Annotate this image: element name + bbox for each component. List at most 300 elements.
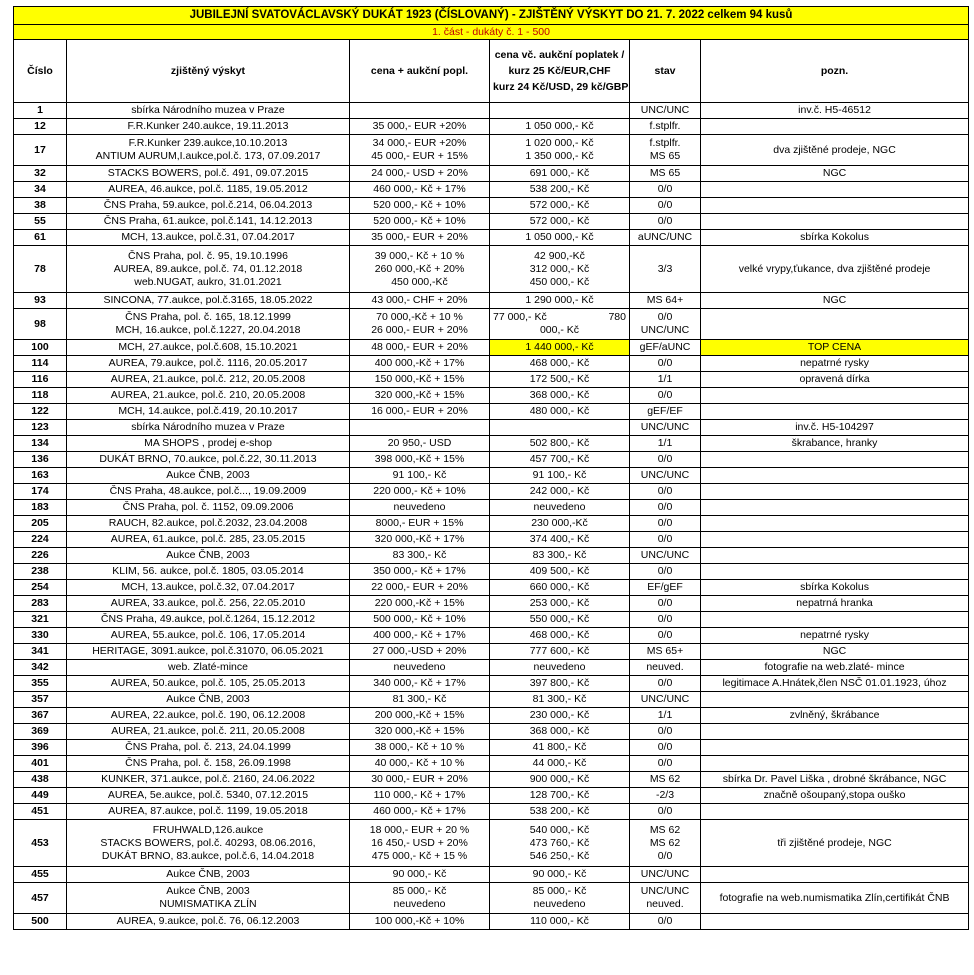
cell-pozn (701, 692, 969, 708)
table-row (14, 436, 969, 452)
cell-cislo: 61 (14, 230, 67, 246)
cell-cislo: 134 (14, 436, 67, 452)
cell-vyskyt-line: FRUHWALD,126.aukce (152, 823, 264, 836)
cell-cena-line (353, 421, 486, 434)
cell-stav-line: 0/0 (657, 199, 673, 211)
cell-pozn (701, 548, 969, 564)
cell-cislo: 238 (14, 564, 67, 580)
table-row (14, 230, 969, 246)
cell-vyskyt-line: F.R.Kunker 240.aukce, 19.11.2013 (127, 120, 289, 132)
cell-vyskyt (67, 182, 350, 198)
cell-kc-line (493, 104, 626, 117)
cell-vyskyt (67, 404, 350, 420)
cell-stav-line: 0/0 (657, 453, 673, 465)
cell-vyskyt (67, 452, 350, 468)
cell-kc-line: neuvedeno (533, 501, 586, 513)
cell-kc-line: 312 000,- Kč (529, 262, 590, 275)
cell-pozn: TOP CENA (701, 340, 969, 356)
cell-cena-line: 45 000,- EUR + 15% (371, 150, 468, 162)
cell-vyskyt-line: AUREA, 21.aukce, pol.č. 211, 20.05.2008 (111, 725, 305, 737)
cell-cislo: 283 (14, 596, 67, 612)
cell-pozn: sbírka Kokolus (701, 580, 969, 596)
cell-cislo: 453 (14, 820, 67, 867)
cell-vyskyt-line: AUREA, 9.aukce, pol.č. 76, 06.12.2003 (116, 915, 300, 927)
cell-vyskyt-line: AUREA, 89.aukce, pol.č. 74, 01.12.2018 (113, 262, 303, 275)
table-row (14, 740, 969, 756)
cell-vyskyt (67, 756, 350, 772)
cell-pozn (701, 452, 969, 468)
cell-cislo: 355 (14, 676, 67, 692)
cell-vyskyt (67, 388, 350, 404)
table-row (14, 820, 969, 867)
cell-kc-line (493, 421, 626, 434)
cell-pozn (701, 388, 969, 404)
cell-vyskyt-line: ANTIUM AURUM,I.aukce,pol.č. 173, 07.09.2017 (95, 150, 321, 162)
cell-stav (630, 660, 701, 676)
cell-kc (490, 628, 630, 644)
cell-cena-line: 16 000,- EUR + 20% (371, 405, 468, 417)
header-cena-kurz-line3: kurz 24 Kč/USD, 29 kč/GBP (493, 81, 629, 93)
cell-kc-line: 457 700,- Kč (529, 453, 590, 465)
cell-cena-line: 8000,- EUR + 15% (375, 517, 464, 529)
header-cena-kurz (490, 40, 630, 103)
cell-kc-line: 480 000,- Kč (529, 405, 590, 417)
cell-cena (350, 772, 490, 788)
cell-vyskyt (67, 708, 350, 724)
table-row (14, 103, 969, 119)
cell-vyskyt-line: AUREA, 33.aukce, pol.č. 256, 22.05.2010 (110, 597, 306, 609)
table-row (14, 914, 969, 930)
cell-cena (350, 340, 490, 356)
cell-vyskyt-line: Aukce ČNB, 2003 (166, 469, 250, 481)
cell-cena (350, 660, 490, 676)
cell-cena-line: 150 000,-Kč + 15% (374, 373, 465, 385)
cell-stav-line: 0/0 (657, 517, 673, 529)
cell-cislo: 449 (14, 788, 67, 804)
cell-vyskyt-line: STACKS BOWERS, pol.č. 491, 09.07.2015 (107, 167, 309, 179)
cell-kc-line: 85 000,- Kč (532, 885, 587, 897)
cell-vyskyt-line: Aukce ČNB, 2003 (166, 549, 250, 561)
cell-kc (490, 103, 630, 119)
header-stav: stav (630, 40, 701, 103)
cell-vyskyt (67, 548, 350, 564)
cell-kc (490, 340, 630, 356)
cell-vyskyt (67, 772, 350, 788)
cell-vyskyt-line: AUREA, 5e.aukce, pol.č. 5340, 07.12.2015 (107, 789, 309, 801)
cell-cena-line: 26 000,- EUR + 20% (371, 324, 468, 336)
cell-vyskyt-line: AUREA, 46.aukce, pol.č. 1185, 19.05.2012 (108, 183, 308, 195)
cell-vyskyt (67, 532, 350, 548)
cell-kc-line: 540 000,- Kč (529, 823, 590, 836)
cell-pozn: tři zjištěné prodeje, NGC (701, 820, 969, 867)
cell-stav-line: gEF/aUNC (639, 341, 691, 353)
cell-vyskyt (67, 198, 350, 214)
cell-vyskyt (67, 309, 350, 340)
cell-cislo: 455 (14, 867, 67, 883)
cell-cena (350, 404, 490, 420)
cell-kc (490, 309, 630, 340)
table-row (14, 166, 969, 182)
cell-vyskyt (67, 724, 350, 740)
cell-stav (630, 166, 701, 182)
cell-kc (490, 820, 630, 867)
cell-kc (490, 372, 630, 388)
cell-stav (630, 420, 701, 436)
cell-pozn (701, 532, 969, 548)
cell-kc (490, 246, 630, 293)
cell-stav-line: 0/0 (657, 183, 673, 195)
header-row (14, 40, 969, 103)
cell-stav-line: neuved. (646, 661, 684, 673)
cell-vyskyt-line: ČNS Praha, 61.aukce, pol.č.141, 14.12.2013 (103, 215, 313, 227)
cell-cena-line: 20 950,- USD (387, 437, 452, 449)
cell-cislo: 78 (14, 246, 67, 293)
cell-vyskyt (67, 580, 350, 596)
cell-stav-line: 0/0 (657, 741, 673, 753)
cell-cena (350, 500, 490, 516)
cell-vyskyt (67, 166, 350, 182)
cell-cena-line: 16 450,- USD + 20% (371, 836, 468, 849)
header-cena-kurz-line1: cena vč. aukční poplatek / (494, 49, 625, 61)
cell-vyskyt-line: AUREA, 22.aukce, pol.č. 190, 06.12.2008 (110, 709, 306, 721)
cell-stav-line: 0/0 (657, 389, 673, 401)
cell-pozn: nepatrné rysky (701, 356, 969, 372)
cell-pozn: fotografie na web.zlaté- mince (701, 660, 969, 676)
cell-cena-line: 35 000,- EUR + 20% (371, 231, 468, 243)
cell-stav (630, 103, 701, 119)
cell-kc (490, 644, 630, 660)
cell-kc (490, 404, 630, 420)
cell-vyskyt (67, 644, 350, 660)
cell-stav (630, 246, 701, 293)
cell-cena (350, 564, 490, 580)
cell-cislo: 100 (14, 340, 67, 356)
cell-cislo: 55 (14, 214, 67, 230)
cell-cislo: 369 (14, 724, 67, 740)
cell-stav-line: 0/0 (657, 805, 673, 817)
cell-vyskyt-line: DUKÁT BRNO, 83.aukce, pol.č.6, 14.04.2018 (101, 849, 315, 862)
cell-vyskyt (67, 500, 350, 516)
cell-cena (350, 724, 490, 740)
cell-kc-line: 1 020 000,- Kč (525, 137, 594, 149)
cell-cena (350, 246, 490, 293)
cell-kc (490, 230, 630, 246)
cell-kc-line: 1 050 000,- Kč (525, 231, 594, 243)
cell-cena-line (353, 104, 486, 117)
cell-cena (350, 166, 490, 182)
cell-stav (630, 452, 701, 468)
cell-cena-line: 70 000,-Kč + 10 % (376, 311, 463, 323)
cell-kc-line: 44 000,- Kč (532, 757, 587, 769)
cell-cislo: 457 (14, 883, 67, 914)
cell-cena (350, 119, 490, 135)
cell-stav-line: 0/0 (657, 613, 673, 625)
cell-kc-line: 374 400,- Kč (529, 533, 590, 545)
table-row (14, 500, 969, 516)
cell-kc-line: 473 760,- Kč (529, 836, 590, 849)
cell-cislo: 321 (14, 612, 67, 628)
cell-cena-line: 24 000,- USD + 20% (371, 167, 468, 179)
cell-cislo: 396 (14, 740, 67, 756)
cell-cena-line: 85 000,- Kč (392, 885, 447, 897)
cell-vyskyt (67, 468, 350, 484)
cell-cena (350, 309, 490, 340)
cell-cena-line: 460 000,- Kč + 17% (373, 183, 466, 195)
cell-cena (350, 214, 490, 230)
cell-vyskyt (67, 103, 350, 119)
cell-stav (630, 883, 701, 914)
cell-pozn (701, 404, 969, 420)
cell-stav-line: 1/1 (657, 437, 673, 449)
cell-vyskyt-line: F.R.Kunker 239.aukce,10.10.2013 (128, 137, 288, 149)
cell-stav-line: MS 62 (649, 773, 681, 785)
title-row (14, 7, 969, 25)
cell-vyskyt (67, 596, 350, 612)
cell-cislo: 136 (14, 452, 67, 468)
cell-cislo: 93 (14, 293, 67, 309)
cell-cena-line: 520 000,- Kč + 10% (373, 215, 466, 227)
cell-vyskyt-line: AUREA, 21.aukce, pol.č. 210, 20.05.2008 (110, 389, 306, 401)
cell-cislo: 98 (14, 309, 67, 340)
cell-cislo: 226 (14, 548, 67, 564)
cell-vyskyt (67, 372, 350, 388)
cell-stav-line: UNC/UNC (640, 549, 690, 561)
table-row (14, 404, 969, 420)
cell-vyskyt (67, 484, 350, 500)
cell-pozn (701, 182, 969, 198)
cell-stav-line: 0/0 (657, 757, 673, 769)
table-row (14, 135, 969, 166)
cell-vyskyt-line: web. Zlaté-mince (168, 661, 248, 673)
cell-cena (350, 182, 490, 198)
table-row (14, 676, 969, 692)
cell-stav-line: neuved. (646, 898, 684, 910)
cell-stav (630, 500, 701, 516)
cell-stav (630, 708, 701, 724)
cell-cena (350, 756, 490, 772)
cell-cena-line: 320 000,-Kč + 15% (374, 389, 465, 401)
cell-vyskyt (67, 436, 350, 452)
cell-stav (630, 612, 701, 628)
cell-stav-line: 0/0 (657, 501, 673, 513)
table-row (14, 532, 969, 548)
cell-cena-line: 48 000,- EUR + 20% (371, 341, 468, 353)
cell-pozn (701, 119, 969, 135)
cell-vyskyt-line: Aukce ČNB, 2003 (166, 885, 250, 897)
cell-pozn: dva zjištěné prodeje, NGC (701, 135, 969, 166)
cell-stav-line: 3/3 (657, 262, 673, 275)
cell-cena (350, 516, 490, 532)
table-row (14, 692, 969, 708)
cell-cislo: 114 (14, 356, 67, 372)
cell-vyskyt-line: ČNS Praha, 59.aukce, pol.č.214, 06.04.2013 (103, 199, 313, 211)
header-cena: cena + aukční popl. (350, 40, 490, 103)
cell-cena (350, 484, 490, 500)
cell-vyskyt (67, 230, 350, 246)
cell-vyskyt-line: AUREA, 55.aukce, pol.č. 106, 17.05.2014 (110, 629, 306, 641)
cell-cena-line: 91 100,- Kč (392, 469, 447, 481)
cell-pozn: NGC (701, 293, 969, 309)
cell-pozn (701, 756, 969, 772)
cell-pozn (701, 468, 969, 484)
cell-cislo: 12 (14, 119, 67, 135)
table-title: JUBILEJNÍ SVATOVÁCLAVSKÝ DUKÁT 1923 (ČÍSLOVANÝ) - ZJIŠTĚNÝ VÝSKYT DO 21. 7. 2022 celkem 94 kusů (14, 7, 969, 25)
cell-kc-line: neuvedeno (533, 661, 586, 673)
cell-kc-line: 90 000,- Kč (532, 868, 587, 880)
cell-stav (630, 820, 701, 867)
cell-stav (630, 580, 701, 596)
table-row (14, 214, 969, 230)
cell-kc-split (493, 311, 626, 324)
cell-pozn (701, 740, 969, 756)
cell-vyskyt (67, 119, 350, 135)
table-row (14, 198, 969, 214)
cell-kc-line: 538 200,- Kč (529, 805, 590, 817)
cell-stav-line: MS 62 (649, 823, 681, 836)
cell-kc-line: 550 000,- Kč (529, 613, 590, 625)
cell-vyskyt-line: MCH, 14.aukce, pol.č.419, 20.10.2017 (118, 405, 298, 417)
cell-pozn: NGC (701, 166, 969, 182)
cell-pozn (701, 516, 969, 532)
table-row (14, 772, 969, 788)
cell-kc (490, 436, 630, 452)
cell-kc-line: 1 440 000,- Kč (525, 341, 594, 353)
table-row (14, 372, 969, 388)
cell-pozn: nepatrná hranka (701, 596, 969, 612)
cell-kc-line: 468 000,- Kč (529, 629, 590, 641)
cell-kc (490, 388, 630, 404)
cell-kc-line: 502 800,- Kč (529, 437, 590, 449)
cell-cena (350, 452, 490, 468)
cell-stav (630, 516, 701, 532)
cell-vyskyt-line: Aukce ČNB, 2003 (166, 693, 250, 705)
cell-pozn: fotografie na web.numismatika Zlín,certifikát ČNB (701, 883, 969, 914)
cell-kc (490, 420, 630, 436)
cell-cena-line: 90 000,- Kč (392, 868, 447, 880)
cell-kc-line: 660 000,- Kč (529, 581, 590, 593)
cell-stav (630, 309, 701, 340)
cell-kc (490, 788, 630, 804)
cell-kc-line: 409 500,- Kč (529, 565, 590, 577)
cell-stav-line: UNC/UNC (640, 324, 690, 336)
cell-cislo: 341 (14, 644, 67, 660)
cell-vyskyt (67, 516, 350, 532)
cell-stav (630, 182, 701, 198)
cell-stav (630, 867, 701, 883)
cell-kc (490, 914, 630, 930)
cell-stav-line: 0/0 (657, 485, 673, 497)
cell-stav-line: MS 62 (649, 836, 681, 849)
table-row (14, 246, 969, 293)
cell-cena-line: neuvedeno (393, 661, 446, 673)
cell-kc (490, 740, 630, 756)
cell-stav-line: 0/0 (657, 533, 673, 545)
cell-kc-line: 128 700,- Kč (529, 789, 590, 801)
cell-kc (490, 708, 630, 724)
cell-kc (490, 772, 630, 788)
cell-pozn: sbírka Kokolus (701, 230, 969, 246)
cell-cena (350, 612, 490, 628)
cell-stav-line: UNC/UNC (640, 868, 690, 880)
cell-pozn: značně ošoupaný,stopa ouško (701, 788, 969, 804)
cell-kc-line: 1 050 000,- Kč (525, 120, 594, 132)
cell-vyskyt-line: AUREA, 21.aukce, pol.č. 212, 20.05.2008 (110, 373, 306, 385)
coin-table (13, 6, 969, 930)
cell-cena (350, 388, 490, 404)
table-row (14, 867, 969, 883)
cell-cena-line: 40 000,- Kč + 10 % (374, 757, 465, 769)
cell-vyskyt (67, 564, 350, 580)
cell-stav-line: UNC/UNC (640, 104, 690, 116)
cell-pozn: inv.č. H5-46512 (701, 103, 969, 119)
cell-stav-line: f.stplfr. (649, 137, 681, 149)
cell-cena-line: 22 000,- EUR + 20% (371, 581, 468, 593)
cell-kc (490, 580, 630, 596)
cell-cena-line: 110 000,- Kč + 17% (373, 789, 466, 801)
cell-kc-line: 900 000,- Kč (529, 773, 590, 785)
cell-cena (350, 708, 490, 724)
cell-cislo: 118 (14, 388, 67, 404)
cell-stav-line: UNC/UNC (640, 469, 690, 481)
table-row (14, 484, 969, 500)
cell-vyskyt-line: ČNS Praha, pol. č. 95, 19.10.1996 (128, 249, 288, 262)
cell-kc (490, 356, 630, 372)
cell-vyskyt (67, 293, 350, 309)
cell-cislo: 438 (14, 772, 67, 788)
cell-cena (350, 356, 490, 372)
cell-kc (490, 724, 630, 740)
cell-kc (490, 182, 630, 198)
cell-pozn: velké vrypy,ťukance, dva zjištěné prodeje (701, 246, 969, 293)
cell-vyskyt-line: AUREA, 79.aukce, pol.č. 1116, 20.05.2017 (108, 357, 308, 369)
cell-vyskyt-line: MCH, 16.aukce, pol.č.1227, 20.04.2018 (115, 324, 301, 336)
table-row (14, 516, 969, 532)
cell-stav-line: 0/0 (657, 725, 673, 737)
cell-vyskyt (67, 883, 350, 914)
cell-vyskyt-line: ČNS Praha, pol. č. 1152, 09.09.2006 (122, 501, 294, 513)
cell-pozn (701, 612, 969, 628)
table-row (14, 420, 969, 436)
cell-cislo: 342 (14, 660, 67, 676)
cell-pozn (701, 500, 969, 516)
table-row (14, 596, 969, 612)
cell-stav-line: MS 64+ (646, 294, 684, 306)
cell-stav-line: 0/0 (657, 915, 673, 927)
cell-vyskyt (67, 214, 350, 230)
cell-cena (350, 198, 490, 214)
cell-vyskyt-line: NUMISMATIKA ZLÍN (159, 898, 257, 910)
cell-cena-line: 43 000,- CHF + 20% (371, 294, 468, 306)
cell-vyskyt (67, 740, 350, 756)
cell-kc (490, 612, 630, 628)
cell-vyskyt (67, 676, 350, 692)
cell-kc-line: 1 350 000,- Kč (525, 150, 594, 162)
cell-kc (490, 596, 630, 612)
cell-stav (630, 293, 701, 309)
cell-cena-line: 39 000,- Kč + 10 % (374, 249, 465, 262)
cell-stav-line: 0/0 (657, 597, 673, 609)
cell-kc (490, 676, 630, 692)
cell-cena-line: 38 000,- Kč + 10 % (374, 741, 465, 753)
cell-stav-line: f.stplfr. (649, 120, 681, 132)
cell-cena-line: 83 300,- Kč (392, 549, 447, 561)
cell-kc-line: 253 000,- Kč (529, 597, 590, 609)
cell-cena (350, 436, 490, 452)
header-pozn: pozn. (701, 40, 969, 103)
cell-kc (490, 452, 630, 468)
cell-vyskyt-line: SINCONA, 77.aukce, pol.č.3165, 18.05.2022 (103, 294, 313, 306)
cell-kc (490, 468, 630, 484)
